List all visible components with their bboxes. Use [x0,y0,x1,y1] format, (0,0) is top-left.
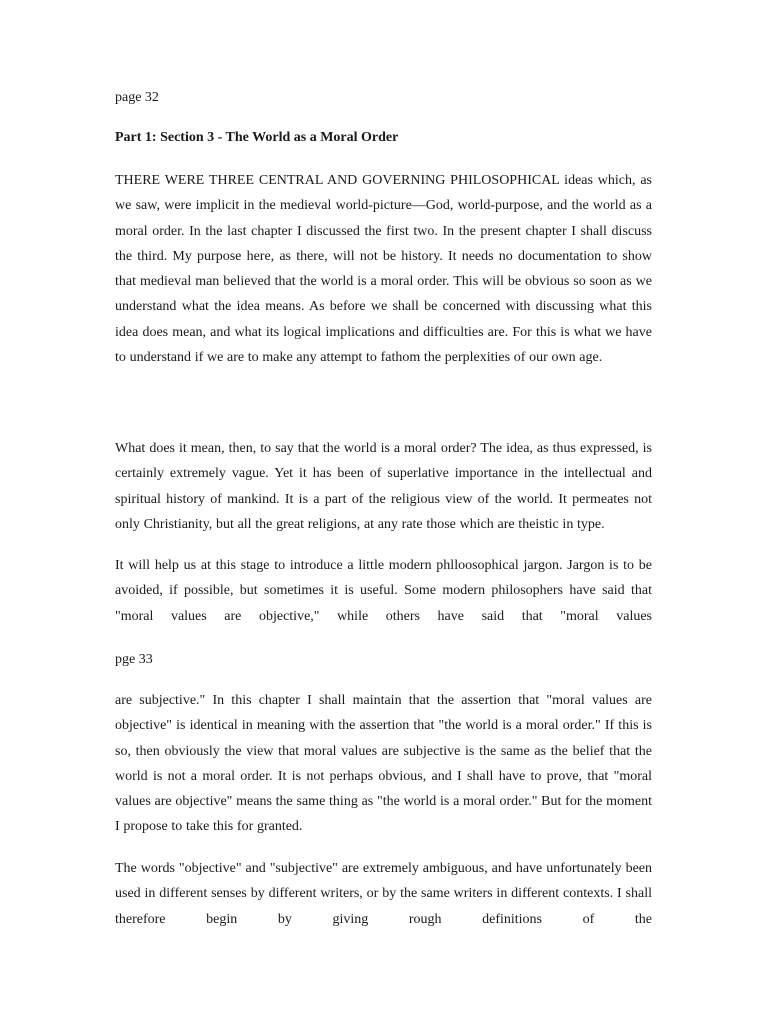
paragraph-3: It will help us at this stage to introduce a little modern phlloosophical jargon. Jargon is to be avoided, if possible, but sometimes it is useful. Some modern philosophers have said that "moral values are objective," while others have said that "moral values [115,558,652,624]
paragraph-5: The words "objective" and "subjective" are extremely ambiguous, and have unfortunately been used in different senses by different writers, or by the same writers in different contexts. I shall therefore begin by giving rough definitions of the [115,861,652,927]
paragraph-4: are subjective." In this chapter I shall maintain that the assertion that "moral values are objective" is identical in meaning with the assertion that "the world is a moral order." If this is so, then obviously the view that moral values are subjective is the same as the belief that the world is not a moral order. It is not perhaps obvious, and I shall have to prove, that "moral values are objective" means the same thing as "the world is a moral order." But for the moment I propose to take this for granted. [115,693,652,835]
paragraph-1: THERE WERE THREE CENTRAL AND GOVERNING PHILOSOPHICAL ideas which, as we saw, were implicit in the medieval world-picture—God, world-purpose, and the world as a moral order. In the last chapter I discussed the first two. In the present chapter I shall discuss the third. My purpose here, as there, will not be history. It needs no documentation to show that medieval man believed that the world is a moral order. This will be obvious so soon as we understand what the idea means. As before we shall be concerned with discussing what this idea does mean, and what its logical implications and difficulties are. For this is what we have to understand if we are to make any attempt to fathom the perplexities of our own age. [115,173,652,366]
section-heading: Part 1: Section 3 - The World as a Moral Order [115,130,399,145]
page-number-32: page 32 [115,90,159,105]
page-number-33: pge 33 [115,652,153,667]
paragraph-2: What does it mean, then, to say that the world is a moral order? The idea, as thus expressed, is certainly extremely vague. Yet it has been of superlative importance in the intellectual and spiritual history of mankind. It is a part of the religious view of the world. It permeates not only Christianity, but all the great religions, at any rate those which are theistic in type. [115,441,652,532]
